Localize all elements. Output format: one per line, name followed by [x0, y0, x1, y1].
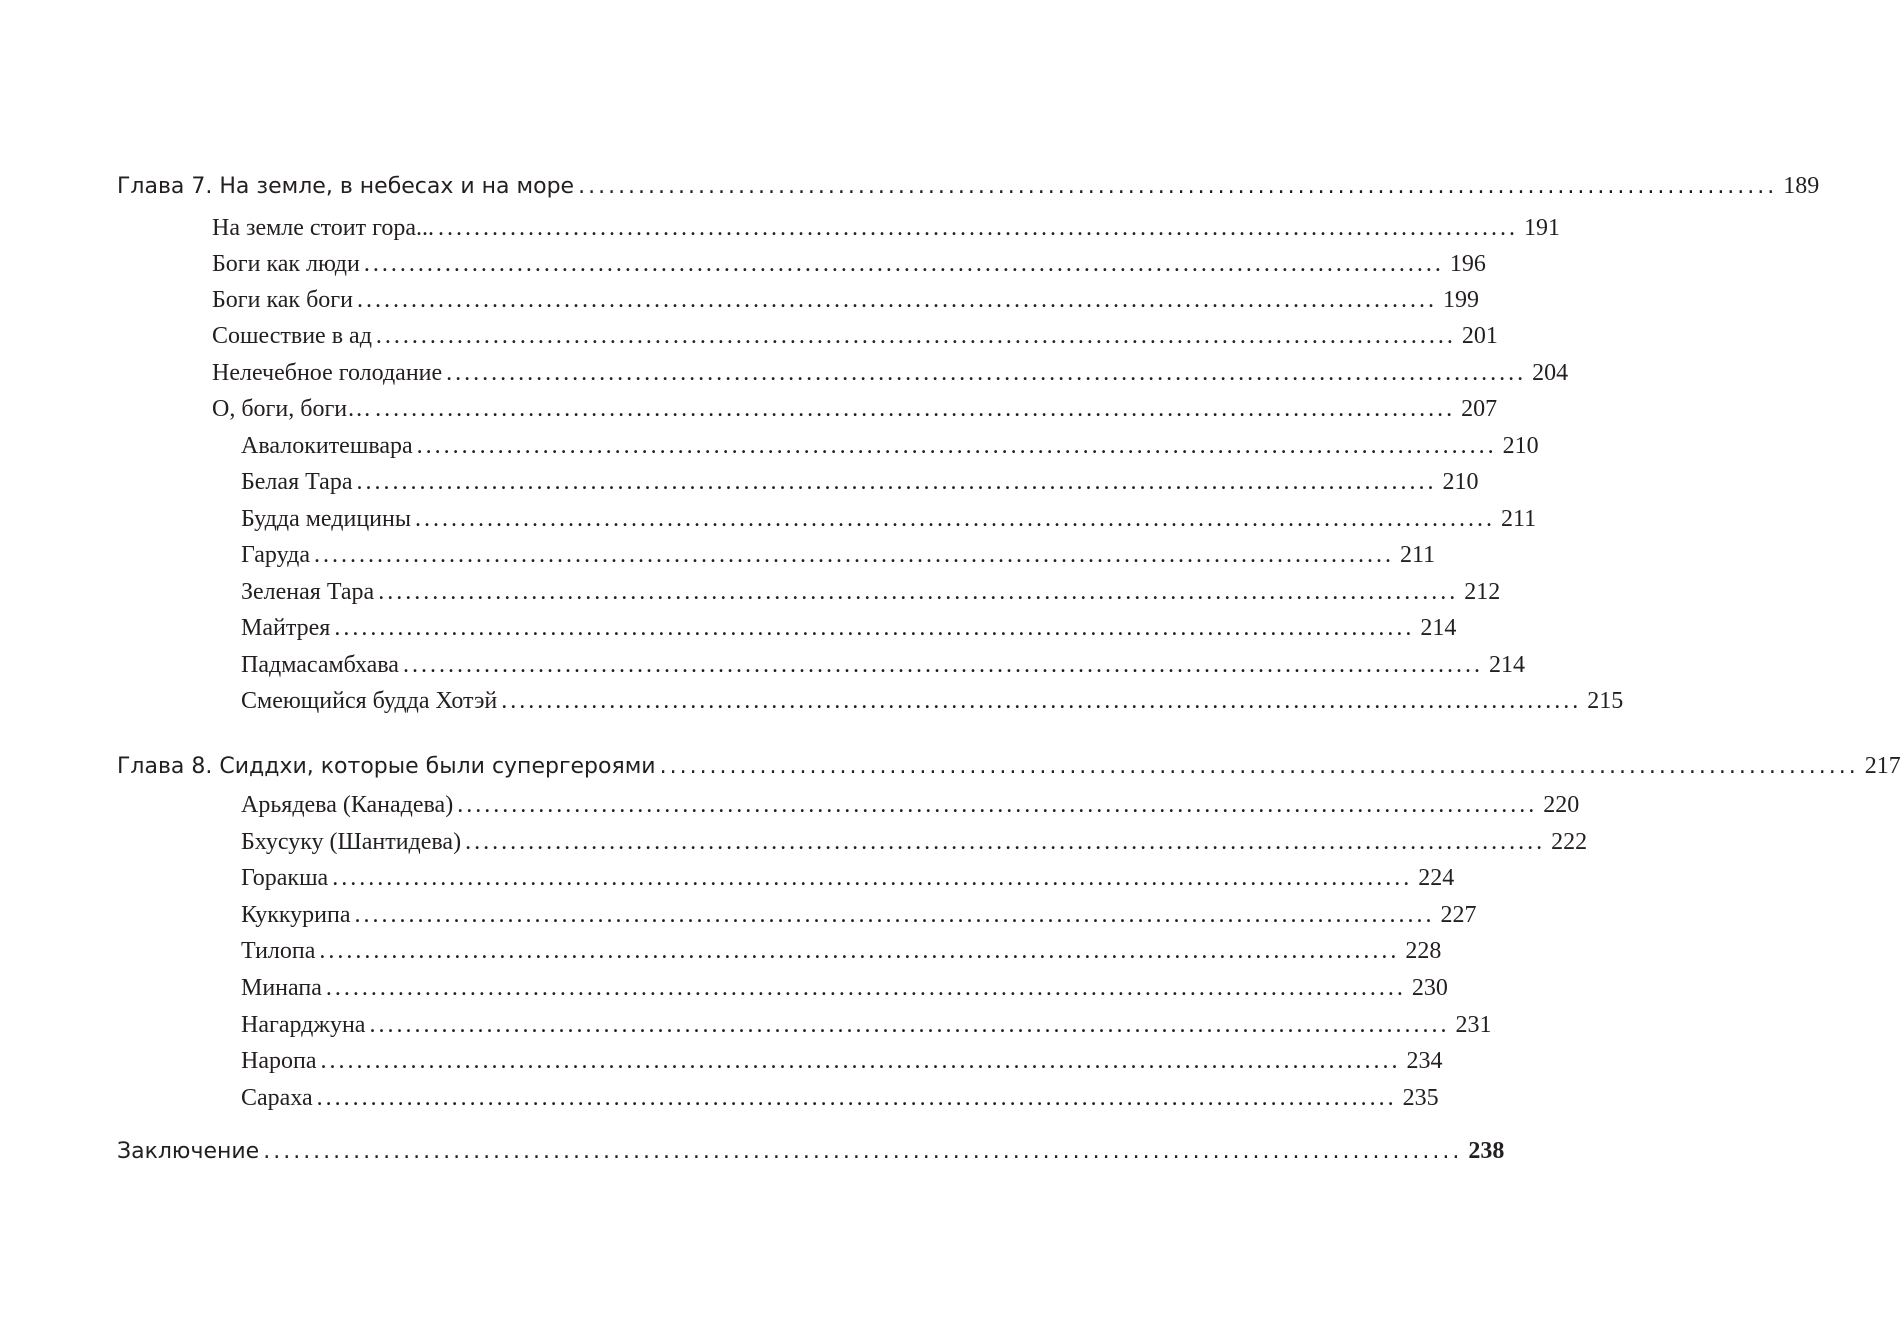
dot-leader: ........................................................................................................................ [319, 938, 1400, 964]
toc-subsection [241, 824, 1588, 860]
page-number: 196 [1449, 251, 1486, 277]
subsection-title: Гаруда [241, 542, 310, 568]
dot-leader: ........................................................................................................................ [325, 975, 1406, 1001]
page-number: 207 [1461, 396, 1498, 422]
dot-leader: ........................................................................................................................ [438, 215, 1518, 241]
page-number: 227 [1440, 902, 1477, 928]
toc-subsection [241, 428, 1539, 464]
toc-section [212, 282, 1479, 318]
dot-leader: ........................................................................................................................ [465, 829, 1546, 855]
conclusion-title: Заключение [117, 1139, 260, 1164]
toc-conclusion [117, 1133, 1505, 1169]
subsection-title: Будда медицины [241, 506, 411, 532]
dot-leader: ........................................................................................................................ [402, 652, 1483, 678]
toc-subsection [241, 501, 1537, 537]
toc-subsection [241, 970, 1448, 1006]
dot-leader: ........................................................................................................................ [578, 174, 1778, 199]
subsection-title: Падмасамбхава [241, 652, 399, 678]
dot-leader: ........................................................................................................................ [375, 396, 1456, 422]
toc-section [212, 391, 1498, 427]
subsection-title: Нагарджуна [241, 1012, 366, 1038]
toc-section [212, 318, 1498, 354]
page-number: 215 [1587, 688, 1624, 714]
toc-subsection [241, 647, 1525, 683]
toc-section [212, 246, 1486, 282]
section-title: О, боги, боги… [212, 396, 372, 422]
page-number: 228 [1405, 938, 1442, 964]
dot-leader: ........................................................................................................................ [501, 688, 1582, 714]
dot-leader: ........................................................................................................................ [354, 902, 1435, 928]
toc-subsection [241, 787, 1580, 823]
dot-leader: ........................................................................................................................ [378, 579, 1459, 605]
dot-leader: ........................................................................................................................ [414, 506, 1495, 532]
page-number: 214 [1488, 652, 1525, 678]
toc-subsection [241, 860, 1455, 896]
dot-leader: ........................................................................................................................ [363, 251, 1444, 277]
page-number: 230 [1411, 975, 1448, 1001]
chapter-title: Глава 7. На земле, в небесах и на море [117, 174, 575, 199]
section-title: Боги как люди [212, 251, 360, 277]
toc-subsection [241, 1007, 1492, 1043]
toc-section [212, 210, 1560, 246]
dot-leader: ........................................................................................................................ [263, 1139, 1463, 1164]
section-title: Боги как боги [212, 287, 353, 313]
dot-leader: ........................................................................................................................ [320, 1048, 1401, 1074]
dot-leader: ........................................................................................................................ [659, 754, 1859, 779]
page-number: 210 [1442, 469, 1479, 495]
dot-leader: ........................................................................................................................ [446, 360, 1527, 386]
toc-subsection [241, 610, 1457, 646]
toc-chapter-7 [117, 168, 1820, 204]
page-number: 199 [1442, 287, 1479, 313]
dot-leader: ........................................................................................................................ [416, 433, 1497, 459]
dot-leader: ........................................................................................................................ [457, 792, 1538, 818]
subsection-title: Минапа [241, 975, 322, 1001]
toc-subsection [241, 897, 1477, 933]
page-number: 235 [1402, 1085, 1439, 1111]
subsection-title: Майтрея [241, 615, 331, 641]
subsection-title: Бхусуку (Шантидева) [241, 829, 462, 855]
page-number: 201 [1461, 323, 1498, 349]
toc-section [212, 355, 1569, 391]
page-number: 191 [1524, 215, 1560, 241]
section-title: Нелечебное голодание [212, 360, 443, 386]
toc-subsection [241, 574, 1501, 610]
toc-subsection [241, 464, 1479, 500]
dot-leader: ........................................................................................................................ [356, 469, 1437, 495]
page-number: 234 [1406, 1048, 1443, 1074]
page-number: 189 [1783, 173, 1820, 199]
dot-leader: ........................................................................................................................ [375, 323, 1456, 349]
dot-leader: ........................................................................................................................ [356, 287, 1437, 313]
toc-chapter-8 [117, 748, 1901, 784]
dot-leader: ........................................................................................................................ [369, 1012, 1450, 1038]
toc-subsection [241, 1080, 1439, 1116]
toc-subsection [241, 1043, 1443, 1079]
page-number: 204 [1532, 360, 1569, 386]
subsection-title: Горакша [241, 865, 329, 891]
chapter-title: Глава 8. Сиддхи, которые были супергероями [117, 754, 656, 779]
page-number: 211 [1500, 506, 1537, 532]
subsection-title: Арьядева (Канадева) [241, 792, 454, 818]
subsection-title: Наропа [241, 1048, 317, 1074]
dot-leader: ........................................................................................................................ [334, 615, 1415, 641]
toc-subsection [241, 683, 1624, 719]
page-number: 212 [1464, 579, 1501, 605]
subsection-title: Тилопа [241, 938, 316, 964]
page-number: 238 [1468, 1138, 1505, 1164]
page-number: 231 [1455, 1012, 1492, 1038]
dot-leader: ........................................................................................................................ [332, 865, 1413, 891]
subsection-title: Смеющийся будда Хотэй [241, 688, 498, 714]
subsection-title: Сараха [241, 1085, 313, 1111]
toc-subsection [241, 537, 1436, 573]
page-number: 214 [1420, 615, 1457, 641]
dot-leader: ........................................................................................................................ [313, 542, 1394, 568]
subsection-title: Авалокитешвара [241, 433, 413, 459]
page-number: 210 [1502, 433, 1539, 459]
section-title: Сошествие в ад [212, 323, 372, 349]
subsection-title: Зеленая Тара [241, 579, 375, 605]
subsection-title: Белая Тара [241, 469, 353, 495]
page-number: 220 [1543, 792, 1580, 818]
page-number: 224 [1418, 865, 1455, 891]
page-number: 211 [1399, 542, 1436, 568]
dot-leader: ........................................................................................................................ [316, 1085, 1397, 1111]
section-title: На земле стоит гора... [212, 215, 434, 241]
toc-subsection [241, 933, 1442, 969]
page-number: 222 [1551, 829, 1588, 855]
page-number: 217 [1864, 753, 1901, 779]
subsection-title: Куккурипа [241, 902, 351, 928]
